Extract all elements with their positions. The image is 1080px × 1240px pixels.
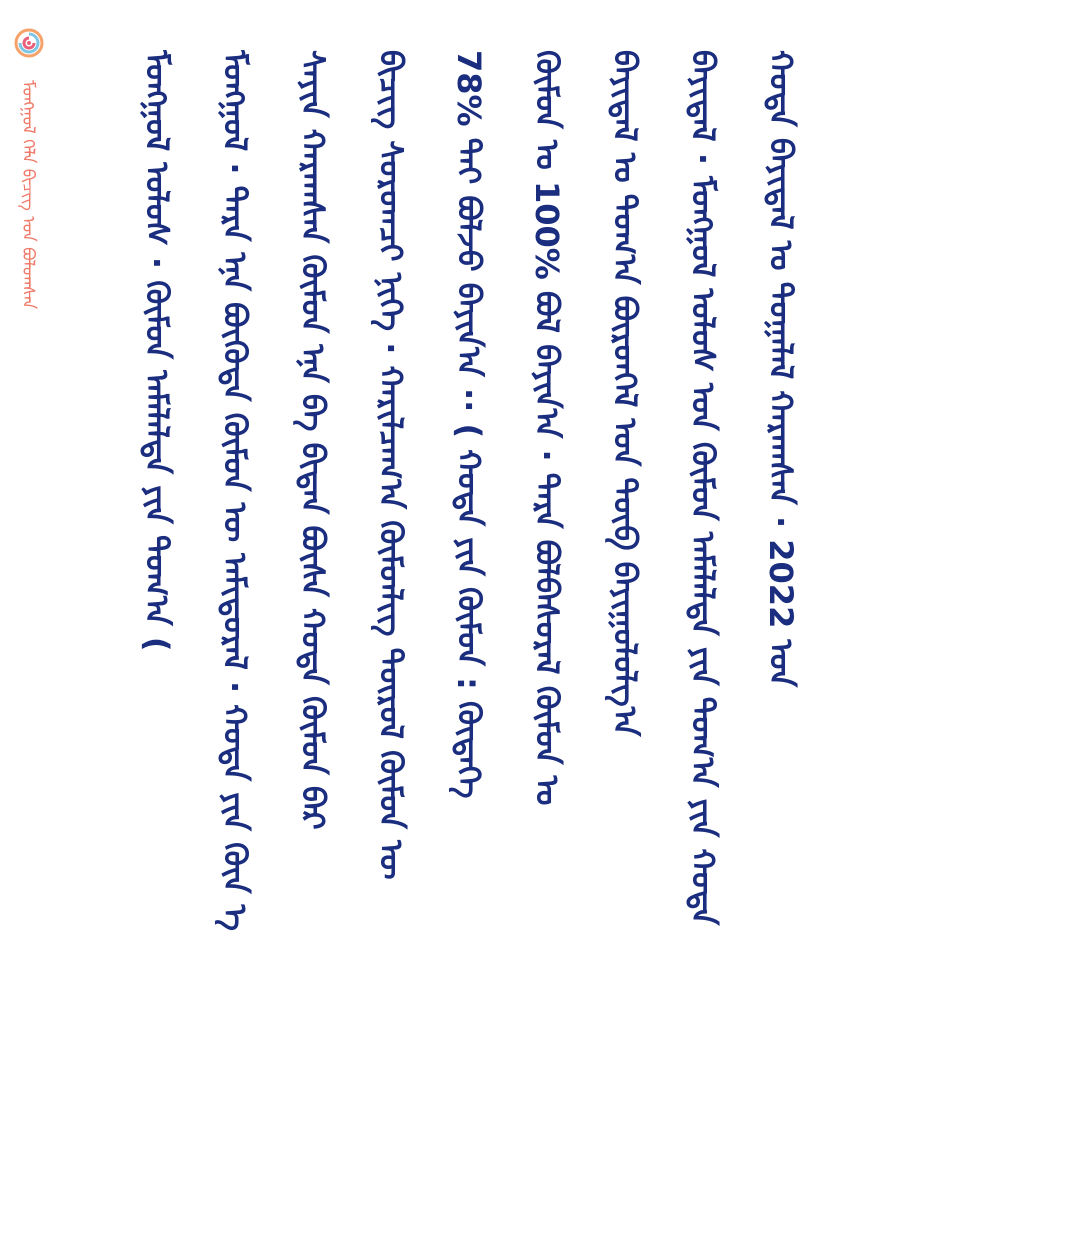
text-line: ᠰᠠᠶᠢᠨ ᠬᠠᠷᠠᠭᠰᠠᠨ ᠬᠦᠮᠦᠨ ᠡᠨᠡ ᠪᠠ ᠪᠢᠳᠡᠨ ᠪᠦᠰᠡ ᠬᠣᠲᠠ ᠬᠦᠮᠦᠨ ᠪᠡᠷ (294, 50, 332, 830)
text-line: ᠮᠣᠩᠭᠣᠯ ᠤᠯᠤᠰ · ᠬᠦᠮᠦᠨ ᠠᠮᠠᠯᠠᠯᠲᠠ ᠶᠢᠨ ᠲᠣᠭ᠎ᠠ ( (138, 50, 176, 652)
text-line: ᠬᠦᠮᠦᠨ ᠤ 100% ᠪᠣᠯ ᠪᠠᠶᠢᠨ᠎ᠠ · ᠲᠡᠷᠡ ᠪᠣᠯᠪᠠᠰᠤᠷᠠᠯ ᠬᠦᠮᠦᠨ ᠤ (528, 50, 566, 806)
document-body (118, 50, 898, 1210)
brand-strip (8, 28, 52, 428)
text-line: ᠪᠠᠶᠢᠳᠠᠯ ᠤ ᠲᠣᠭ᠎ᠠ ᠪᠦᠷᠳᠬᠡᠯ ᠤᠨ ᠲᠦᠪ ᠪᠠᠶᠢᠭᠤᠯᠤᠯᠭ᠎ᠠ (606, 50, 644, 737)
brand-name: ᠮᠣᠩᠭᠣᠯ ᠬᠡᠯᠡ ᠪᠢᠴᠢᠭ ᠤᠨ ᠪᠣᠯᠤᠭᠰᠠᠨ (18, 80, 38, 310)
text-line: ᠮᠣᠩᠭᠣᠯ · ᠲᠡᠷᠡ ᠡᠨᠡ ᠪᠦᠭᠦᠳᠡ ᠬᠦᠮᠦᠨ ᠦ ᠠᠮᠢᠳᠤᠷᠠᠯ · ᠬᠣᠲᠠ ᠶᠢᠨ ᠬᠦᠨ ᠡ (216, 50, 254, 932)
swirl-logo-icon (14, 28, 44, 58)
text-line: ᠪᠢᠴᠢᠭ ᠰᠤᠷᠤᠭᠴᠢ ᠨᠢᠭᠡ · ᠬᠠᠷᠢᠯᠴᠠᠭ᠎ᠠ ᠬᠦᠮᠦᠨᠯᠢᠭ ᠲᠦᠷᠦᠯ ᠬᠦᠮᠦᠨ ᠦ (372, 50, 410, 880)
text-line: ᠬᠣᠲᠠ ᠪᠠᠶᠢᠳᠠᠯ ᠤ ᠲᠣᠭᠠᠯᠠᠯ ᠬᠠᠷᠠᠭᠰᠠᠨ · 2022 ᠣᠨ (762, 50, 800, 688)
text-line: ᠪᠠᠶᠢᠳᠠᠯ · ᠮᠣᠩᠭᠣᠯ ᠤᠯᠤᠰ ᠤᠨ ᠬᠦᠮᠦᠨ ᠠᠮᠠᠯᠠᠯᠲᠠ ᠶᠢᠨ ᠲᠣᠭ᠎ᠠ ᠶᠢᠨ ᠬᠣᠲᠠ (684, 50, 722, 926)
text-line: 78% ᠲᠡᠢ ᠪᠣᠯᠵᠤ ᠪᠠᠶᠢᠨ᠎ᠠ ·· ( ᠬᠣᠲᠠ ᠶᠢᠨ ᠬᠦᠮᠦᠨ : ᠬᠦᠳᠡᠭᠡ (450, 50, 488, 799)
